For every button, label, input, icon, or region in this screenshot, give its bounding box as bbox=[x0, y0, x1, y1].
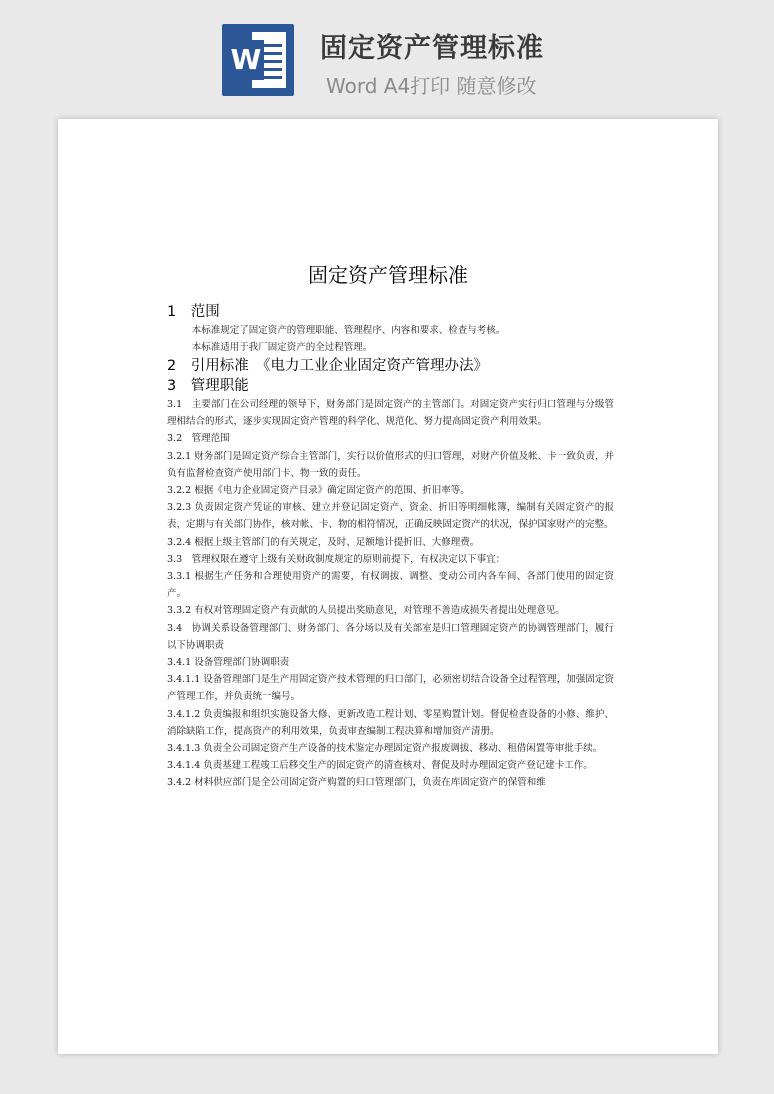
section-heading: 1 范围 bbox=[167, 304, 220, 320]
clause-paragraph: 3.2 管理范围 bbox=[167, 433, 230, 445]
clause-paragraph: 3.3.2 有权对管理固定资产有贡献的人员提出奖励意见，对管理不善造成损失者提出处理意见。 bbox=[167, 605, 565, 617]
clause-paragraph: 3.4 协调关系设备管理部门、财务部门、各分场以及有关部室是归口管理固定资产的协调管理部门，履行以下协调职责 bbox=[167, 622, 614, 651]
clause-paragraph: 3.4.1.3 负责全公司固定资产生产设备的技术鉴定办理固定资产报废调拔、移动、租借闲置等审批手续。 bbox=[167, 743, 603, 755]
body-paragraph: 本标准适用于我厂固定资产的全过程管理。 bbox=[191, 342, 373, 353]
clause-paragraph: 3.4.2 材料供应部门是全公司固定资产购置的归口管理部门，负责在库固定资产的保管和维 bbox=[167, 777, 546, 789]
banner-title: 固定资产管理标准 bbox=[320, 33, 544, 64]
clause-paragraph: 3.4.1.1 设备管理部门是生产用固定资产技术管理的归口部门，必须密切结合设备全过程管理，加强固定资产管理工作，并负责统一编号。 bbox=[167, 674, 614, 703]
section-heading: 3 管理职能 bbox=[167, 378, 249, 394]
clause-paragraph: 3.3 管理权限在遵守上级有关财政制度规定的原则前提下，有权决定以下事宜： bbox=[167, 553, 506, 565]
document-title: 固定资产管理标准 bbox=[308, 263, 468, 287]
watermark bbox=[89, 462, 107, 483]
clause-paragraph: 3.2.4 根据上级主管部门的有关规定，及时、足额地计提折旧、大修理费。 bbox=[167, 536, 480, 548]
clause-paragraph: 3.4.1.2 负责编报和组织实施设备大修、更新改造工程计划、零星购置计划。督促检查设备的小修、维护、消除缺陷工作，提高资产的利用效果，负责审查编制工程决算和增加资产清册。 bbox=[167, 708, 614, 737]
clause-paragraph: 3.2.3 负责固定资产凭证的审核、建立并登记固定资产、资金、折旧等明细帐簿，编制有关固定资产的报表，定期与有关部门协作，核对帐、卡、物的相符情况，正确反映固定资产的状况，保护国家财产的完整。 bbox=[167, 502, 614, 531]
banner-subtitle: Word A4打印 随意修改 bbox=[326, 74, 537, 98]
word-document-icon bbox=[222, 24, 294, 96]
clause-paragraph: 3.2.2 根据《电力企业固定资产目录》确定固定资产的范围、折旧率等。 bbox=[167, 485, 470, 497]
clause-paragraph: 3.4.1 设备管理部门协调职责 bbox=[167, 657, 290, 669]
document-body bbox=[167, 302, 614, 792]
clause-paragraph: 3.2.1 财务部门是固定资产综合主管部门，实行以价值形式的归口管理，对财产价值及帐、卡一致负责，并负有监督检查资产使用部门卡、物一致的责任。 bbox=[167, 450, 614, 479]
clause-paragraph: 3.4.1.4 负责基建工程竣工后移交生产的固定资产的清查核对、督促及时办理固定资产登记建卡工作。 bbox=[167, 760, 593, 772]
header-banner bbox=[0, 0, 774, 110]
clause-paragraph: 3.1 主要部门在公司经理的领导下，财务部门是固定资产的主管部门。对固定资产实行归口管理与分级管理相结合的形式，逐步实现固定资产管理的科学化、规范化、努力提高固定资产利用效果。 bbox=[167, 399, 614, 428]
word-icon-letter: W bbox=[228, 40, 264, 80]
document-page bbox=[58, 119, 718, 1054]
section-heading: 2 引用标准 《电力工业企业固定资产管理办法》 bbox=[167, 358, 488, 374]
clause-paragraph: 3.3.1 根据生产任务和合理使用资产的需要，有权调拔、调整、变动公司内各车间、各部门使用的固定资产。 bbox=[167, 571, 614, 600]
body-paragraph: 本标准规定了固定资产的管理职能、管理程序、内容和要求、检查与考核。 bbox=[191, 325, 506, 336]
